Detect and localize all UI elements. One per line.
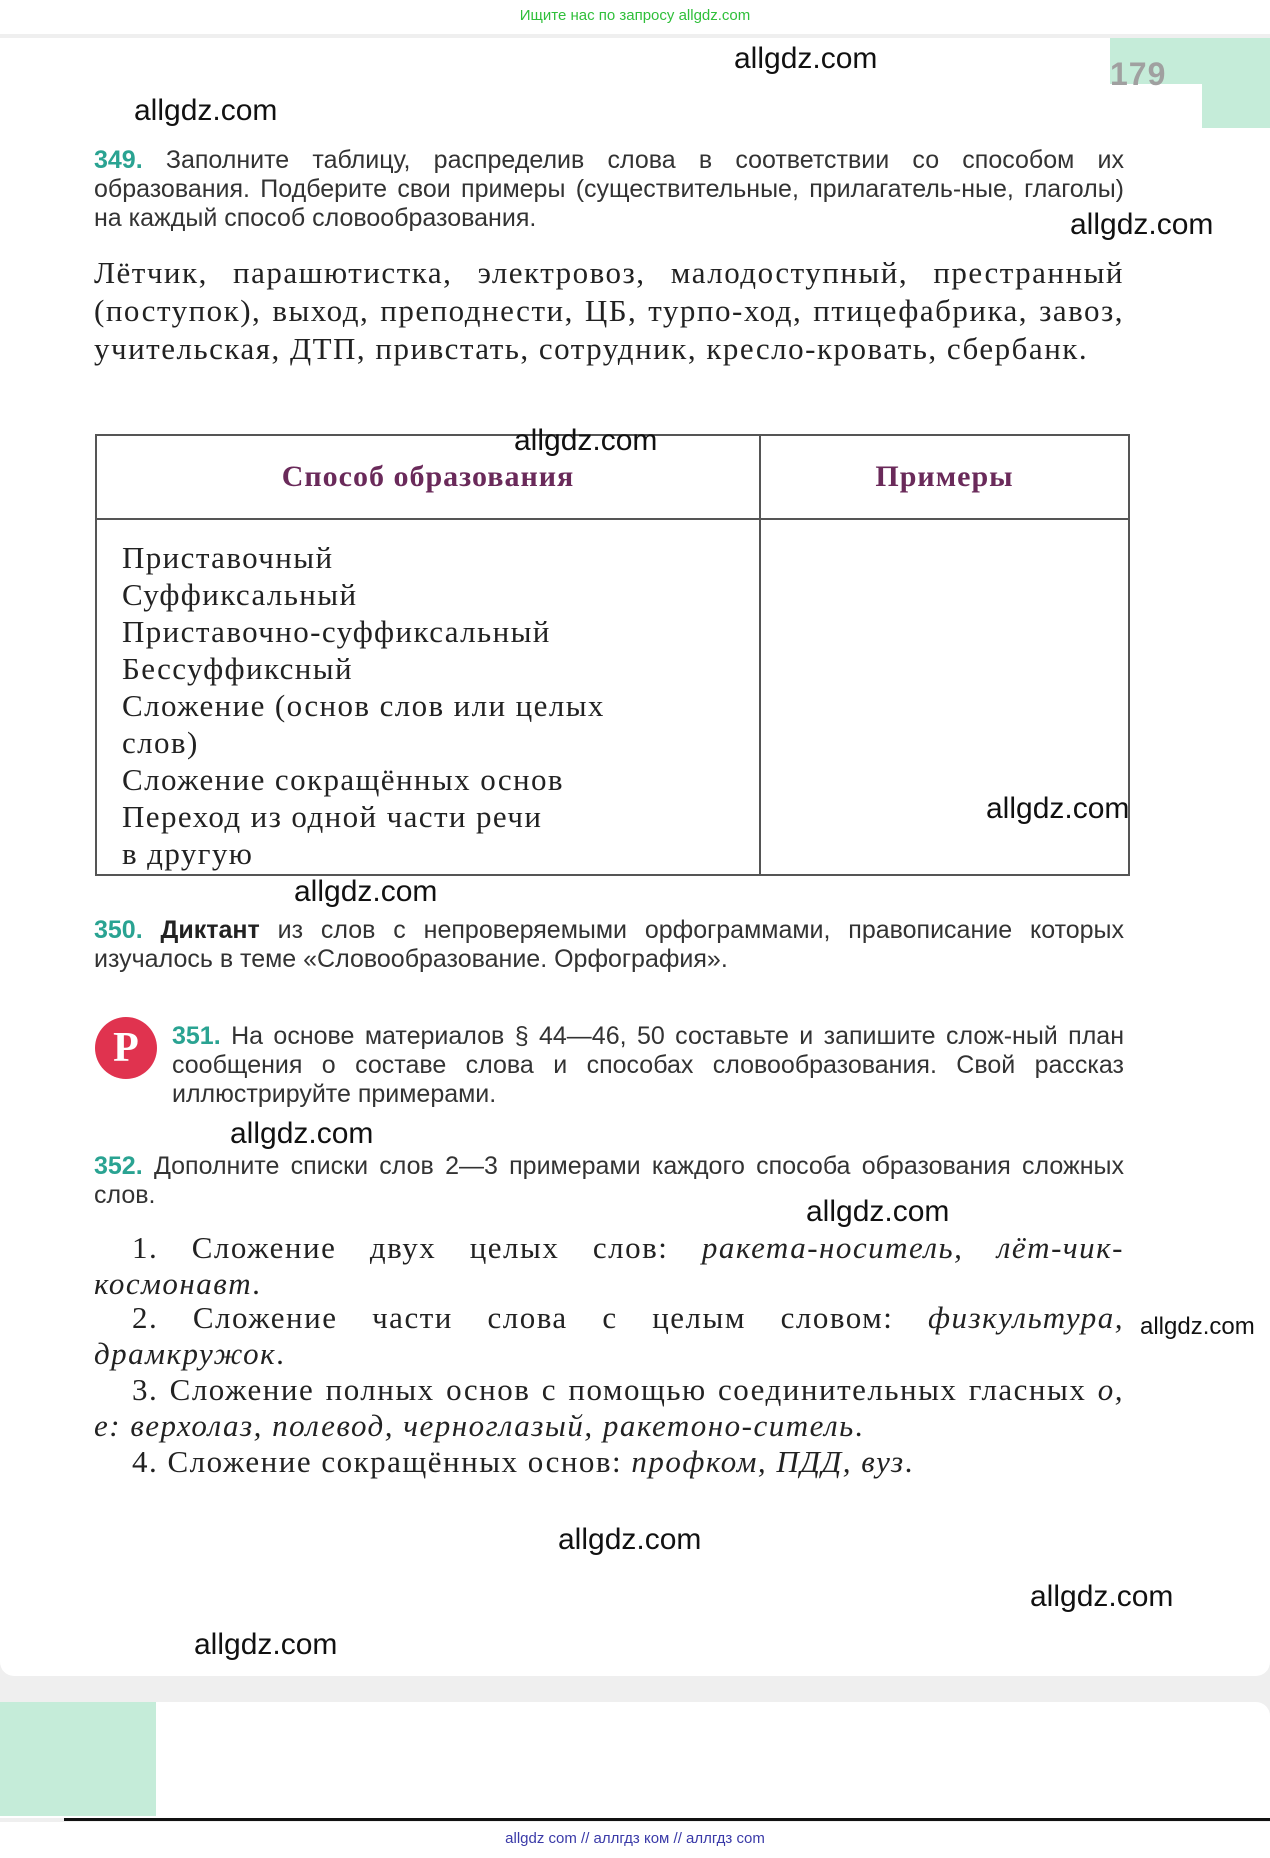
task-350-number: 350.	[94, 916, 143, 944]
watermark: allgdz.com	[294, 875, 438, 908]
next-page	[0, 1702, 1270, 1818]
item-end: .	[904, 1444, 914, 1479]
task-349-number: 349.	[94, 146, 143, 174]
table-methods-cell	[96, 519, 760, 875]
watermark: allgdz.com	[806, 1195, 950, 1228]
next-page-tab	[0, 1702, 156, 1816]
method-item: Приставочный	[122, 540, 334, 575]
method-item: Бессуффиксный	[122, 651, 354, 686]
divider	[64, 1818, 1270, 1821]
methods-list	[98, 521, 758, 872]
item-end: .	[252, 1266, 262, 1301]
method-item: слов)	[122, 725, 199, 760]
watermark: allgdz.com	[986, 792, 1130, 825]
watermark: allgdz.com	[558, 1523, 702, 1556]
word-formation-table	[95, 434, 1130, 876]
list-item	[94, 1372, 1124, 1444]
task-351-instructions	[172, 1022, 1124, 1109]
task-351-number: 351.	[172, 1022, 221, 1050]
watermark: allgdz.com	[1030, 1580, 1174, 1613]
method-item: Переход из одной части речи	[122, 799, 543, 834]
task-352-text: Дополните списки слов 2—3 примерами каждого способа образования сложных слов.	[94, 1152, 1125, 1209]
item-examples: профком, ПДД, вуз	[631, 1444, 905, 1479]
item-lead: 1. Сложение двух целых слов:	[132, 1230, 702, 1265]
item-lead: 2. Сложение части слова с целым словом:	[132, 1300, 929, 1335]
page-number: 179	[1110, 56, 1167, 92]
method-item: Сложение (основ слов или целых	[122, 688, 605, 723]
method-item: в другую	[122, 836, 254, 871]
list-item	[94, 1444, 1124, 1480]
item-examples: физкультура, драмкружок	[94, 1300, 1124, 1371]
item-end: .	[276, 1336, 286, 1371]
item-lead: 4. Сложение сокращённых основ:	[132, 1444, 632, 1479]
top-banner[interactable]: Ищите нас по запросу allgdz.com	[0, 0, 1270, 34]
task-351-text: На основе материалов § 44—46, 50 составьте и запишите слож-ный план сообщения о составе слова и способах словообразования. Свой рассказ иллюстрируйте примерами.	[172, 1022, 1124, 1108]
task-349-instructions	[94, 146, 1124, 233]
table-header-examples: Примеры	[760, 435, 1129, 519]
r-badge-icon: Р	[95, 1017, 157, 1079]
method-item: Приставочно-суффиксальный	[122, 614, 551, 649]
task-350-title: Диктант	[160, 916, 260, 944]
item-examples: ракета-носитель, лёт-чик-космонавт	[94, 1230, 1125, 1301]
footer-links[interactable]: allgdz com // аллгдз ком // аллгдз com	[0, 1822, 1270, 1858]
task-350-instructions	[94, 916, 1124, 974]
item-lead: 3. Сложение полных основ с помощью соединительных гласных	[132, 1372, 1098, 1407]
task-349-text: Заполните таблицу, распределив слова в соответствии со способом их образования. Подберите свои примеры (существительные, прилагатель-ные, глаголы) на каждый способ словообразования.	[94, 146, 1124, 232]
method-item: Сложение сокращённых основ	[122, 762, 564, 797]
watermark: allgdz.com	[194, 1628, 338, 1661]
watermark: allgdz.com	[1070, 208, 1214, 241]
method-item: Суффиксальный	[122, 577, 358, 612]
task-352-list	[94, 1230, 1124, 1480]
task-352-number: 352.	[94, 1152, 143, 1180]
watermark: allgdz.com	[1140, 1313, 1255, 1340]
task-349-word-list: Лётчик, парашютистка, электровоз, малодоступный, престранный (поступок), выход, преподнести, ЦБ, турпо-ход, птицефабрика, завоз, учительская, ДТП, привстать, сотрудник, кресло-кровать, сбербанк.	[94, 255, 1124, 366]
watermark: allgdz.com	[514, 424, 658, 457]
table-header-method: Способ образования	[96, 435, 760, 519]
list-item	[94, 1300, 1124, 1372]
watermark: allgdz.com	[734, 42, 878, 75]
task-352-instructions	[94, 1152, 1124, 1210]
item-examples: о, е: верхолаз, полевод, черноглазый, ракетоно-ситель	[94, 1372, 1124, 1443]
watermark: allgdz.com	[230, 1117, 374, 1150]
list-item	[94, 1230, 1124, 1302]
watermark: allgdz.com	[134, 94, 278, 127]
item-end: .	[854, 1408, 865, 1443]
task-350-text: из слов с непроверяемыми орфограммами, правописание которых изучалось в теме «Словообразование. Орфография».	[94, 916, 1125, 973]
